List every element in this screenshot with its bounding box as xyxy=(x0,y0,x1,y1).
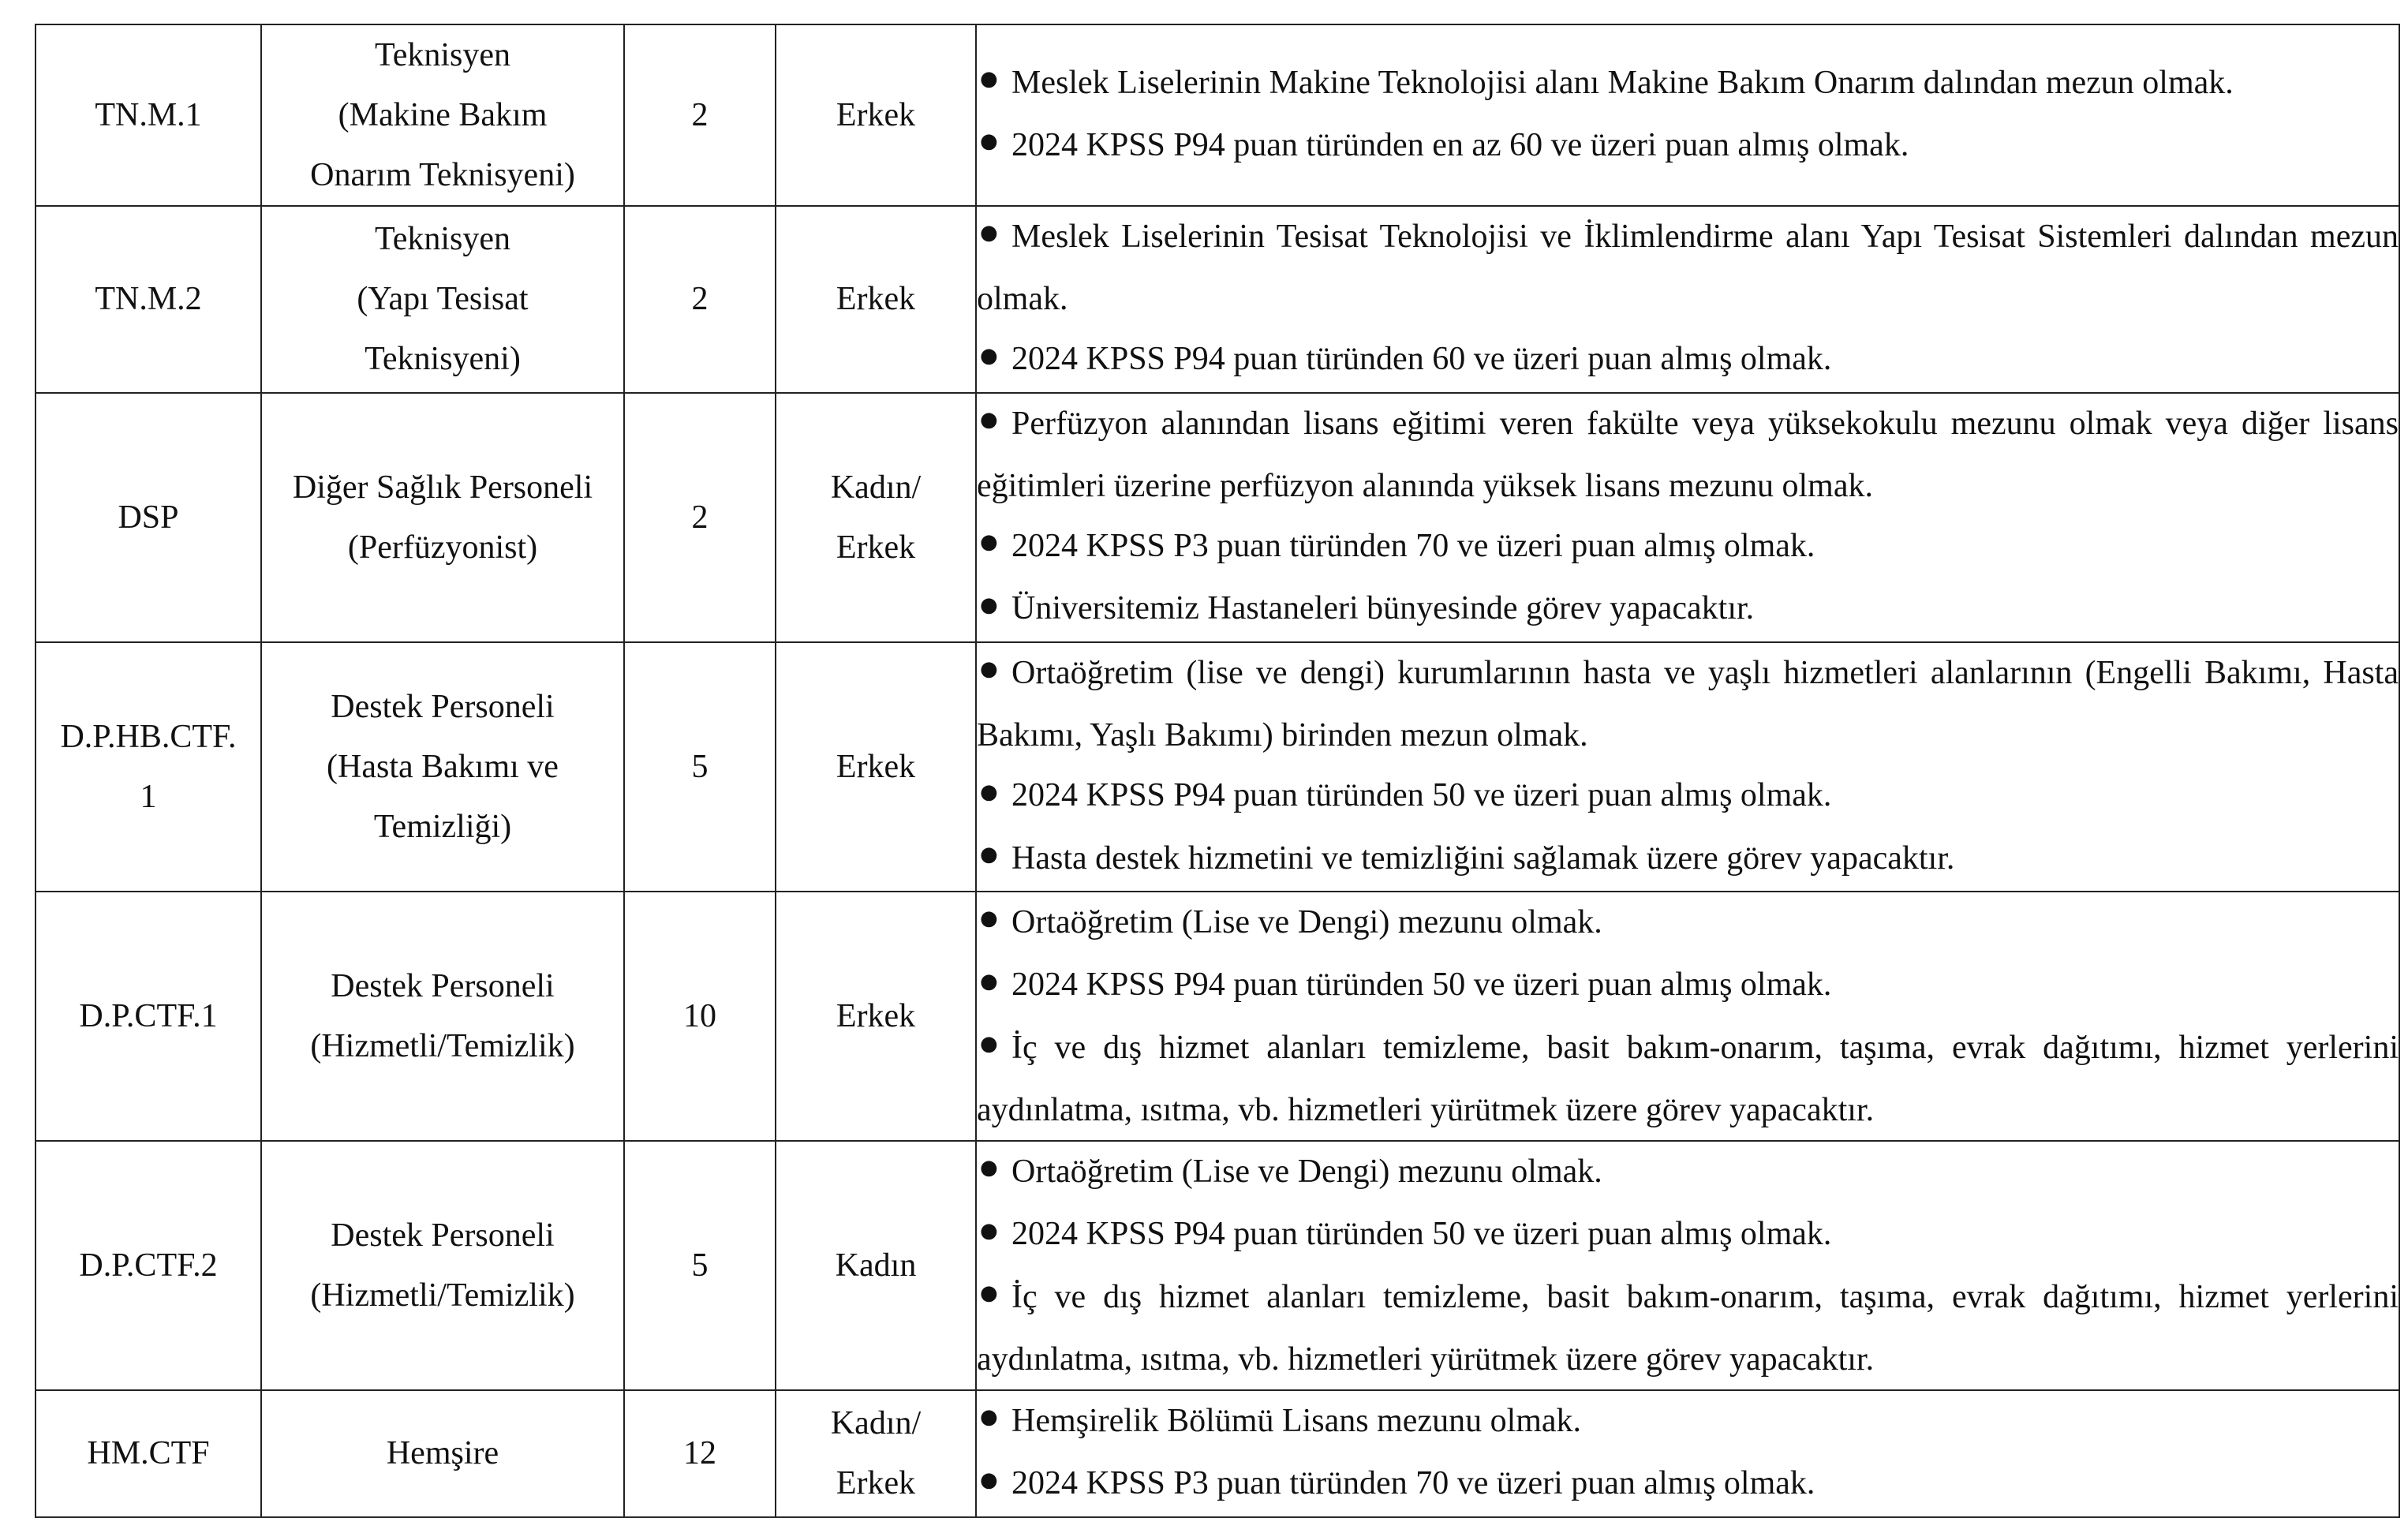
position-count: 2 xyxy=(624,393,776,642)
position-title: Hemşire xyxy=(261,1390,624,1517)
bullet-icon: ● xyxy=(980,969,998,993)
requirement-item: ● Ortaöğretim (lise ve dengi) kurumlarının hasta ve yaşlı hizmetleri alanlarının (Engelli Bakımı, Hasta Bakımı, Yaşlı Bakımı) birinden mezun olmak. xyxy=(977,643,2399,765)
position-title: Destek Personeli (Hizmetli/Temizlik) xyxy=(261,1141,624,1390)
bullet-icon: ● xyxy=(980,1031,998,1056)
position-requirements xyxy=(976,1390,2399,1517)
position-requirements xyxy=(976,1141,2399,1390)
position-gender: Kadın/ Erkek xyxy=(776,393,976,642)
bullet-icon: ● xyxy=(980,657,998,682)
requirement-item: ● İç ve dış hizmet alanları temizleme, basit bakım-onarım, taşıma, evrak dağıtımı, hizmet yerlerini aydınlatma, ısıtma, vb. hizmetleri yürütmek üzere görev yapacaktır. xyxy=(977,1267,2399,1389)
bullet-icon: ● xyxy=(980,67,998,91)
requirement-item: ● Meslek Liselerinin Tesisat Teknolojisi ve İklimlendirme alanı Yapı Tesisat Sistemleri dalından mezun olmak. xyxy=(977,207,2399,329)
position-code: DSP xyxy=(36,393,261,642)
position-requirements xyxy=(976,642,2399,892)
requirement-item: ● 2024 KPSS P94 puan türünden 50 ve üzeri puan almış olmak. xyxy=(977,765,2399,828)
position-code: D.P.CTF.2 xyxy=(36,1141,261,1390)
position-count: 2 xyxy=(624,24,776,206)
position-count: 5 xyxy=(624,1141,776,1390)
table-row xyxy=(36,1390,2399,1517)
requirement-item: ● 2024 KPSS P3 puan türünden 70 ve üzeri puan almış olmak. xyxy=(977,516,2399,578)
position-code: D.P.CTF.1 xyxy=(36,892,261,1141)
requirement-item: ● Hemşirelik Bölümü Lisans mezunu olmak. xyxy=(977,1391,2399,1453)
requirement-item: ● Ortaöğretim (Lise ve Dengi) mezunu olmak. xyxy=(977,892,2399,955)
requirement-item: ● İç ve dış hizmet alanları temizleme, basit bakım-onarım, taşıma, evrak dağıtımı, hizmet yerlerini aydınlatma, ısıtma, vb. hizmetleri yürütmek üzere görev yapacaktır. xyxy=(977,1018,2399,1140)
table-row xyxy=(36,1141,2399,1390)
requirement-item: ● 2024 KPSS P94 puan türünden 60 ve üzeri puan almış olmak. xyxy=(977,329,2399,391)
bullet-icon: ● xyxy=(980,530,998,555)
position-gender: Erkek xyxy=(776,642,976,892)
bullet-icon: ● xyxy=(980,1468,998,1492)
requirement-item: ● 2024 KPSS P94 puan türünden 50 ve üzeri puan almış olmak. xyxy=(977,1204,2399,1266)
position-code: TN.M.1 xyxy=(36,24,261,206)
bullet-icon: ● xyxy=(980,1156,998,1180)
position-title: Destek Personeli (Hasta Bakımı ve Temizliği) xyxy=(261,642,624,892)
position-title: Diğer Sağlık Personeli (Perfüzyonist) xyxy=(261,393,624,642)
bullet-icon: ● xyxy=(980,907,998,931)
position-requirements xyxy=(976,206,2399,393)
bullet-icon: ● xyxy=(980,221,998,245)
position-count: 12 xyxy=(624,1390,776,1517)
requirement-item: ● Hasta destek hizmetini ve temizliğini sağlamak üzere görev yapacaktır. xyxy=(977,828,2399,891)
requirement-item: ● Meslek Liselerinin Makine Teknolojisi alanı Makine Bakım Onarım dalından mezun olmak. xyxy=(977,53,2399,115)
bullet-icon: ● xyxy=(980,408,998,432)
position-code: HM.CTF xyxy=(36,1390,261,1517)
position-requirements xyxy=(976,393,2399,642)
requirement-item: ● Ortaöğretim (Lise ve Dengi) mezunu olmak. xyxy=(977,1142,2399,1204)
table-row xyxy=(36,892,2399,1141)
position-gender: Kadın xyxy=(776,1141,976,1390)
position-requirements xyxy=(976,892,2399,1141)
position-requirements xyxy=(976,24,2399,206)
bullet-icon: ● xyxy=(980,593,998,617)
table-row xyxy=(36,24,2399,206)
requirement-item: ● Perfüzyon alanından lisans eğitimi veren fakülte veya yüksekokulu mezunu olmak veya diğer lisans eğitimleri üzerine perfüzyon alanında yüksek lisans mezunu olmak. xyxy=(977,394,2399,516)
position-count: 2 xyxy=(624,206,776,393)
requirement-item: ● 2024 KPSS P94 puan türünden en az 60 ve üzeri puan almış olmak. xyxy=(977,115,2399,178)
position-title: Teknisyen (Makine Bakım Onarım Teknisyeni) xyxy=(261,24,624,206)
position-code: D.P.HB.CTF. 1 xyxy=(36,642,261,892)
position-title: Teknisyen (Yapı Tesisat Teknisyeni) xyxy=(261,206,624,393)
positions-table-body xyxy=(36,24,2399,1517)
bullet-icon: ● xyxy=(980,1218,998,1243)
table-row xyxy=(36,642,2399,892)
requirement-item: ● 2024 KPSS P3 puan türünden 70 ve üzeri puan almış olmak. xyxy=(977,1453,2399,1516)
bullet-icon: ● xyxy=(980,1281,998,1306)
position-code: TN.M.2 xyxy=(36,206,261,393)
position-count: 5 xyxy=(624,642,776,892)
position-gender: Kadın/ Erkek xyxy=(776,1390,976,1517)
bullet-icon: ● xyxy=(980,842,998,866)
requirement-item: ● 2024 KPSS P94 puan türünden 50 ve üzeri puan almış olmak. xyxy=(977,955,2399,1017)
position-gender: Erkek xyxy=(776,206,976,393)
table-row xyxy=(36,393,2399,642)
position-gender: Erkek xyxy=(776,24,976,206)
table-row xyxy=(36,206,2399,393)
requirement-item: ● Üniversitemiz Hastaneleri bünyesinde görev yapacaktır. xyxy=(977,578,2399,641)
bullet-icon: ● xyxy=(980,1405,998,1430)
position-count: 10 xyxy=(624,892,776,1141)
bullet-icon: ● xyxy=(980,343,998,368)
position-title: Destek Personeli (Hizmetli/Temizlik) xyxy=(261,892,624,1141)
bullet-icon: ● xyxy=(980,780,998,804)
bullet-icon: ● xyxy=(980,129,998,154)
position-gender: Erkek xyxy=(776,892,976,1141)
positions-table xyxy=(35,24,2400,1518)
